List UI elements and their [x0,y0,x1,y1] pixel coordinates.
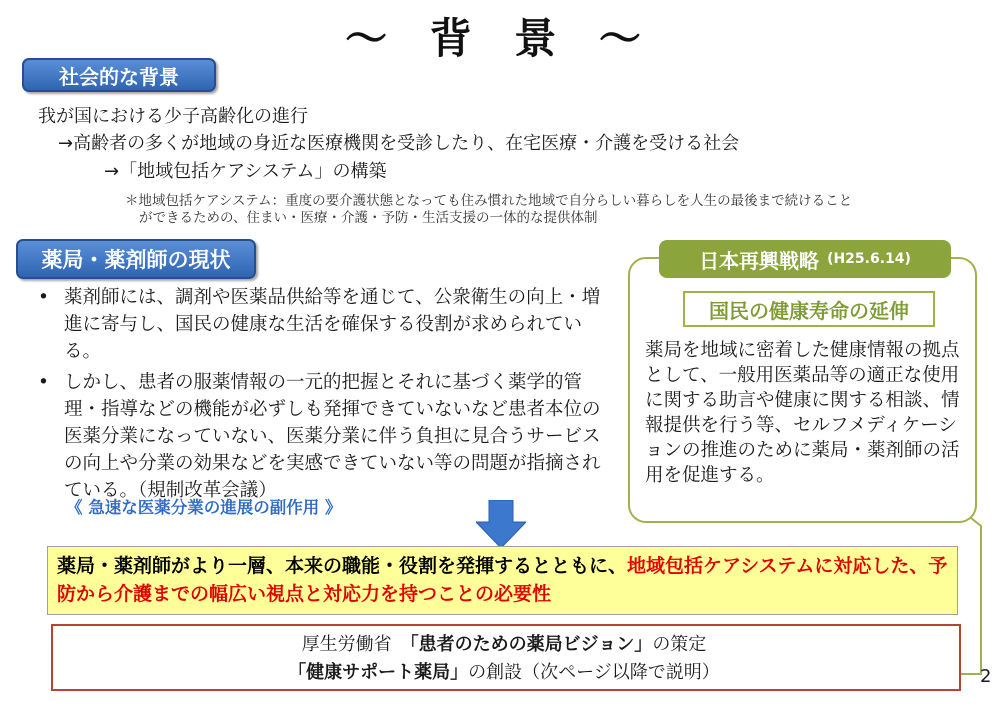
bullet-marker: • [38,372,49,393]
page-title: ～ 背 景 ～ [345,14,655,63]
side-effect-note: 《 急速な医薬分業の進展の副作用 》 [66,498,342,517]
community-care-note-line2: ができるための、住まい・医療・介護・予防・生活支援の一体的な提供体制 [139,210,598,226]
conclusion-text [57,552,952,608]
pharmacy-status-list [38,284,618,508]
health-support-pharmacy-title: 「健康サポート薬局」 [288,662,469,683]
strategy-date: (H25.6.14) [827,251,911,267]
social-background-tab: 社会的な背景 [22,58,216,92]
list-item [38,369,618,504]
arrow-down-icon [476,500,526,548]
strategy-body-text: 薬局を地域に密着した健康情報の拠点として、一般用医薬品等の適正な使用に関する助言や健康に関する相談、情報提供を行う等、セルフメディケーションの推進のために薬局・薬剤師の活用を促進する。 [645,340,960,486]
health-support-suffix: の創設（次ページ以降で説明） [468,662,720,683]
elderly-care-line: →高齢者の多くが地域の身近な医療機関を受診したり、在宅医療・介護を受ける社会 [58,133,740,154]
bullet-text: 薬剤師には、調剤や医薬品供給等を通じて、公衆衛生の向上・増進に寄与し、国民の健康な生活を確保する役割が求められている。 [64,287,601,362]
revitalization-strategy-header [659,240,951,278]
ministry-label: 厚生労働省 [301,634,410,655]
conclusion-black-text: 薬局・薬剤師がより一層、本来の職能・役割を発揮するとともに、 [57,555,628,577]
conclusion-red-text: 地域包括ケアシステムに対応した、予防から介護までの幅広い視点と対応力を持つことの必要性 [57,555,948,605]
list-item [38,284,618,365]
aging-society-line: 我が国における少子高齢化の進行 [38,106,308,127]
page-number: 2 [980,666,992,687]
vision-suffix: の策定 [652,634,707,655]
vision-line [51,630,957,656]
pharmacy-vision-title: 「患者のための薬局ビジョン」 [409,634,653,655]
community-care-line: →「地域包括ケアシステム」の構築 [104,161,387,182]
bullet-text: しかし、患者の服薬情報の一元的把握とそれに基づく薬学的管理・指導などの機能が必ずしも発揮できていないなど患者本位の医薬分業になっていない、医薬分業に伴う負担に見合うサービスの向上や分業の効果などを実感できていない等の問題が指摘されている。（規制改革会議） [64,372,601,501]
healthy-life-subheader: 国民の健康寿命の延伸 [683,291,935,327]
health-support-line [51,658,957,684]
strategy-title: 日本再興戦略 [699,248,820,273]
community-care-note-line1: ＊地域包括ケアシステム：重度の要介護状態となっても住み慣れた地域で自分らしい暮らしを人生の最後まで続けること [125,193,853,209]
pharmacy-status-tab: 薬局・薬剤師の現状 [16,239,256,279]
bullet-marker: • [38,287,49,308]
